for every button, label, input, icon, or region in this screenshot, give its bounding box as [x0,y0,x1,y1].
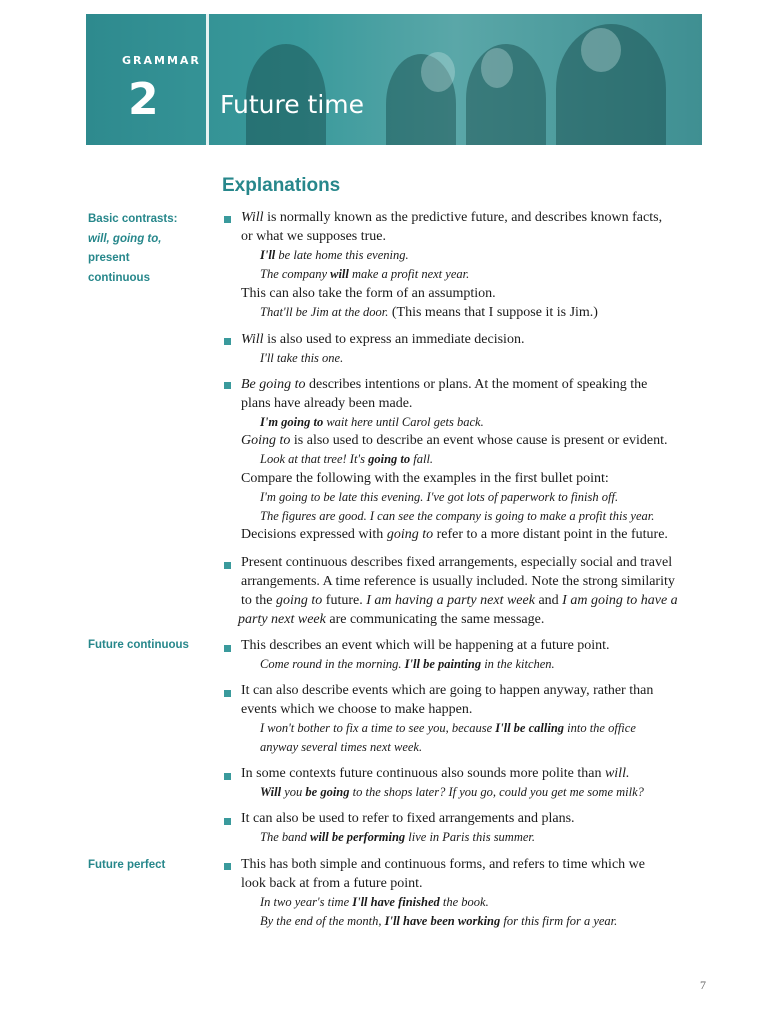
bullet-marker [224,338,231,345]
example-line: I won't bother to fix a time to see you, because I'll be calling into the office [260,721,636,735]
banner-divider [206,14,209,145]
body-line: to the going to future. I am having a party next week and I am going to have a [241,593,678,608]
example-line: The company will make a profit next year. [260,267,470,281]
photo-face-3 [581,28,621,72]
body-line: party next week are communicating the same message. [238,612,545,627]
sidebar-line: Basic contrasts: [88,213,178,225]
example-line: In two year's time I'll have finished the book. [260,895,489,909]
bullet-marker [224,773,231,780]
chapter-title: Future time [220,90,365,119]
body-line: Compare the following with the examples in the first bullet point: [241,471,609,486]
example-line: By the end of the month, I'll have been working for this firm for a year. [260,914,618,928]
body-line: Going to is also used to describe an event whose cause is present or evident. [241,433,668,448]
banner-label: GRAMMAR [122,54,201,67]
body-line: plans have already been made. [241,396,413,411]
sidebar-future-perfect: Future perfect [88,859,166,871]
sidebar-line: will, going to, [88,232,162,245]
body-line: Decisions expressed with going to refer to a more distant point in the future. [241,527,668,542]
example-line: I'll take this one. [260,351,344,365]
body-line: events which we choose to make happen. [241,702,473,717]
sidebar-line: continuous [88,271,150,284]
body-line: This has both simple and continuous forms, and refers to time which we [241,857,645,872]
chapter-banner [86,14,702,145]
example-line: Come round in the morning. I'll be painting in the kitchen. [260,657,555,671]
example-line: The band will be performing live in Paris this summer. [260,830,536,844]
bullet-marker [224,645,231,652]
body-line: It can also be used to refer to fixed arrangements and plans. [241,811,575,826]
page-number: 7 [700,978,706,992]
bullet-marker [224,818,231,825]
photo-face-1 [421,52,455,92]
example-line: anyway several times next week. [260,740,423,754]
example-line: The figures are good. I can see the company is going to make a profit this year. [260,509,655,523]
example-line: Look at that tree! It's going to fall. [260,452,434,466]
body-line: look back at from a future point. [241,876,423,891]
bullet-marker [224,690,231,697]
example-line: I'm going to wait here until Carol gets back. [260,415,484,429]
bullet-marker [224,562,231,569]
example-line: That'll be Jim at the door. (This means that I suppose it is Jim.) [260,305,598,320]
body-line: or what we supposes true. [241,229,387,244]
bullet-marker [224,382,231,389]
body-line: This describes an event which will be happening at a future point. [241,638,610,653]
sidebar-basic-contrasts [88,210,177,288]
body-line: This can also take the form of an assumption. [241,286,496,301]
body-line: In some contexts future continuous also sounds more polite than will. [241,766,630,781]
bullet-marker [224,216,231,223]
example-line: I'll be late home this evening. [260,248,409,262]
example-line: I'm going to be late this evening. I've got lots of paperwork to finish off. [260,490,619,504]
example-line: Will you be going to the shops later? If you go, could you get me some milk? [260,785,644,799]
sidebar-future-continuous: Future continuous [88,639,189,651]
body-line: Will is also used to express an immediate decision. [241,332,525,347]
body-line: Present continuous describes fixed arrangements, especially social and travel [241,555,673,570]
sidebar-line: present [88,252,130,264]
body-line: Will is normally known as the predictive future, and describes known facts, [241,210,663,225]
body-line: Be going to describes intentions or plans. At the moment of speaking the [241,377,648,392]
body-line: It can also describe events which are going to happen anyway, rather than [241,683,654,698]
section-heading: Explanations [222,175,341,196]
bullet-marker [224,863,231,870]
photo-face-2 [481,48,513,88]
body-line: arrangements. A time reference is usually included. Note the strong similarity [241,574,675,589]
chapter-number: 2 [128,74,159,125]
